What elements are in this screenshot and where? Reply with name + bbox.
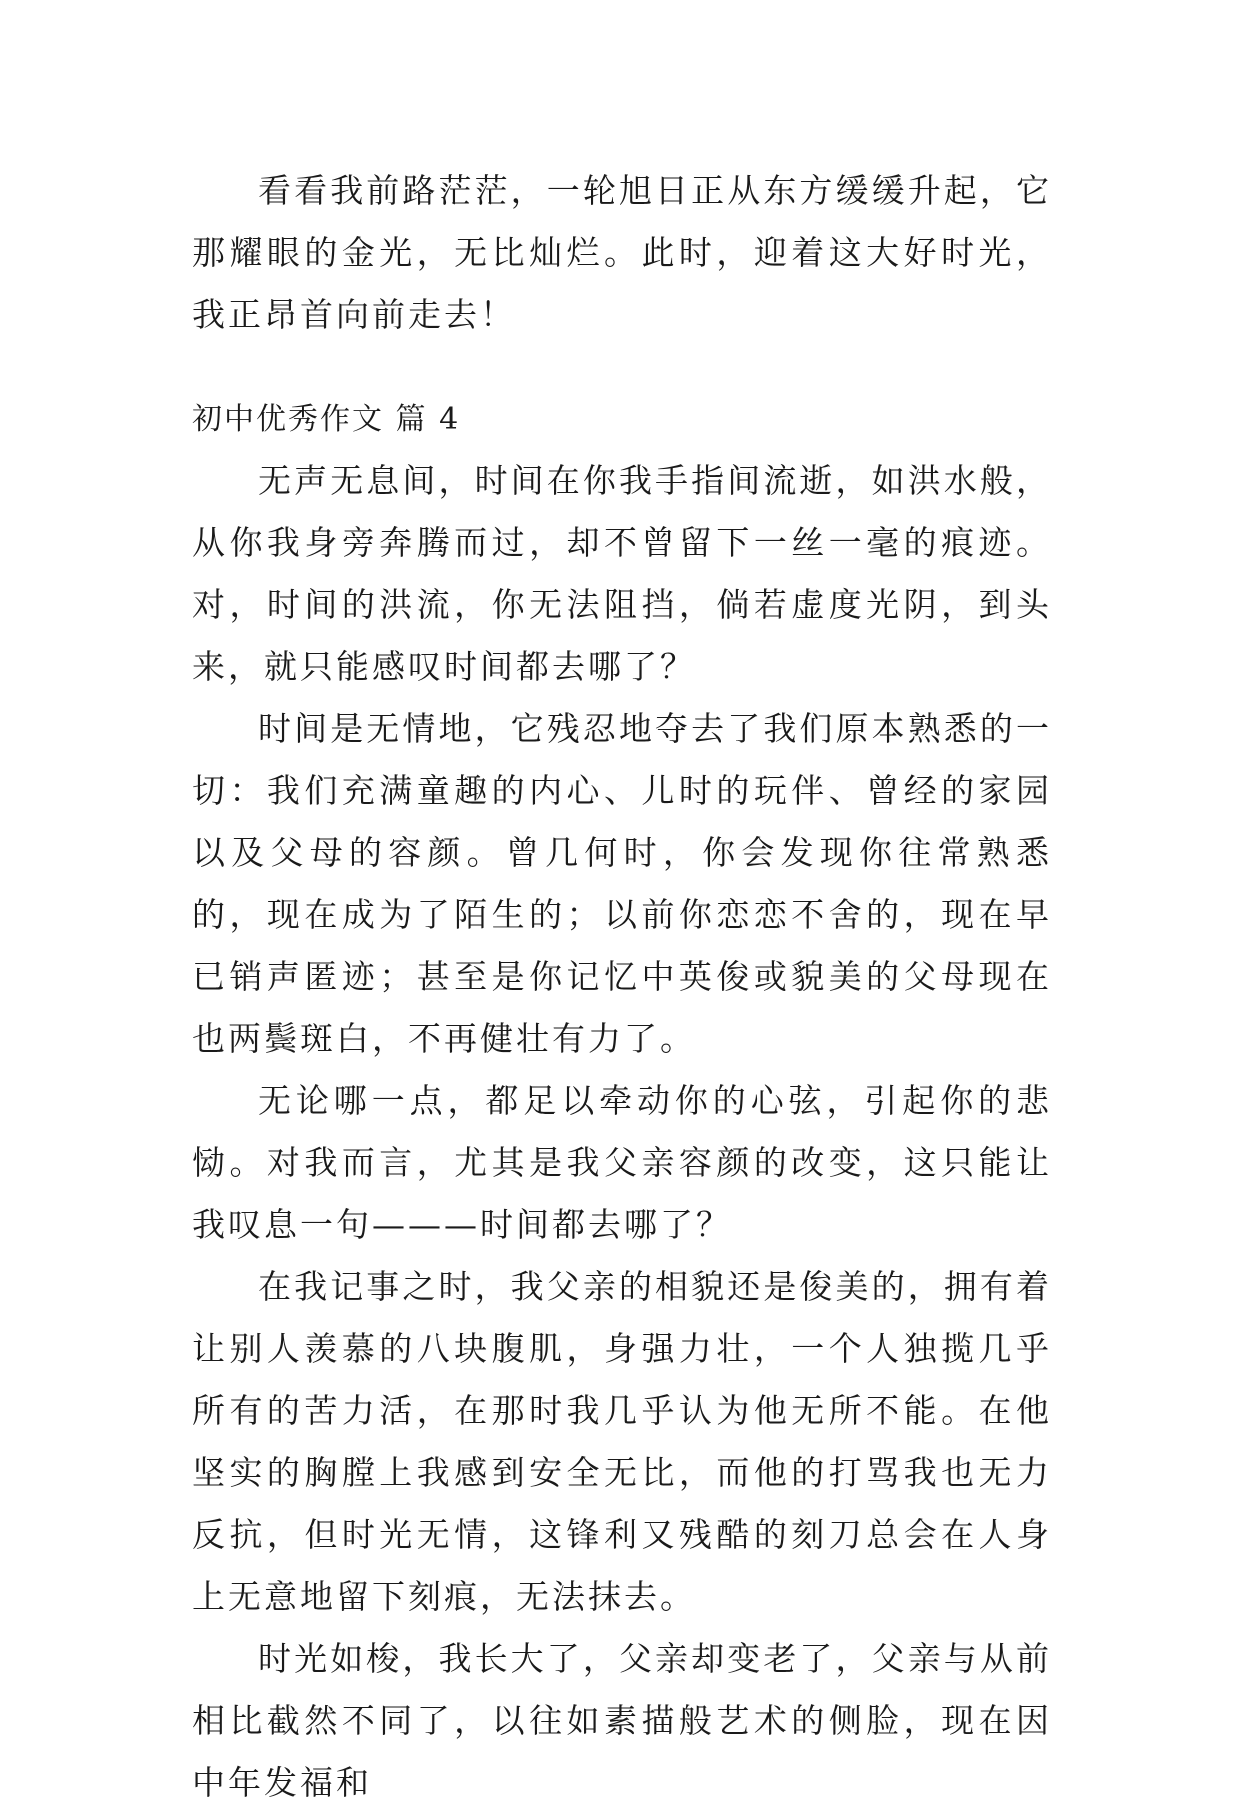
body-paragraph-3: 无论哪一点，都足以牵动你的心弦，引起你的悲恸。对我而言，尤其是我父亲容颜的改变，这只能让我叹息一句———时间都去哪了？ (192, 1081, 1052, 1244)
section-title: 初中优秀作文 篇 4 (192, 402, 461, 437)
body-paragraph-5: 时光如梭，我长大了，父亲却变老了，父亲与从前相比截然不同了，以往如素描般艺术的侧脸，现在因中年发福和 (192, 1639, 1052, 1802)
body-paragraph-1: 无声无息间，时间在你我手指间流逝，如洪水般，从你我身旁奔腾而过，却不曾留下一丝一毫的痕迹。对，时间的洪流，你无法阻挡，倘若虚度光阴，到头来，就只能感叹时间都去哪了？ (192, 461, 1052, 686)
document-body (192, 160, 1052, 1814)
body-paragraph-4: 在我记事之时，我父亲的相貌还是俊美的，拥有着让别人羡慕的八块腹肌，身强力壮，一个人独揽几乎所有的苦力活，在那时我几乎认为他无所不能。在他坚实的胸膛上我感到安全无比，而他的打骂我也无力反抗，但时光无情，这锋利又残酷的刻刀总会在人身上无意地留下刻痕，无法抹去。 (192, 1267, 1052, 1616)
intro-paragraph: 看看我前路茫茫，一轮旭日正从东方缓缓升起，它那耀眼的金光，无比灿烂。此时，迎着这大好时光，我正昂首向前走去！ (192, 171, 1052, 334)
body-paragraph-2: 时间是无情地，它残忍地夺去了我们原本熟悉的一切：我们充满童趣的内心、儿时的玩伴、曾经的家园以及父母的容颜。曾几何时，你会发现你往常熟悉的，现在成为了陌生的；以前你恋恋不舍的，现在早已销声匿迹；甚至是你记忆中英俊或貌美的父母现在也两鬓斑白，不再健壮有力了。 (192, 709, 1052, 1058)
